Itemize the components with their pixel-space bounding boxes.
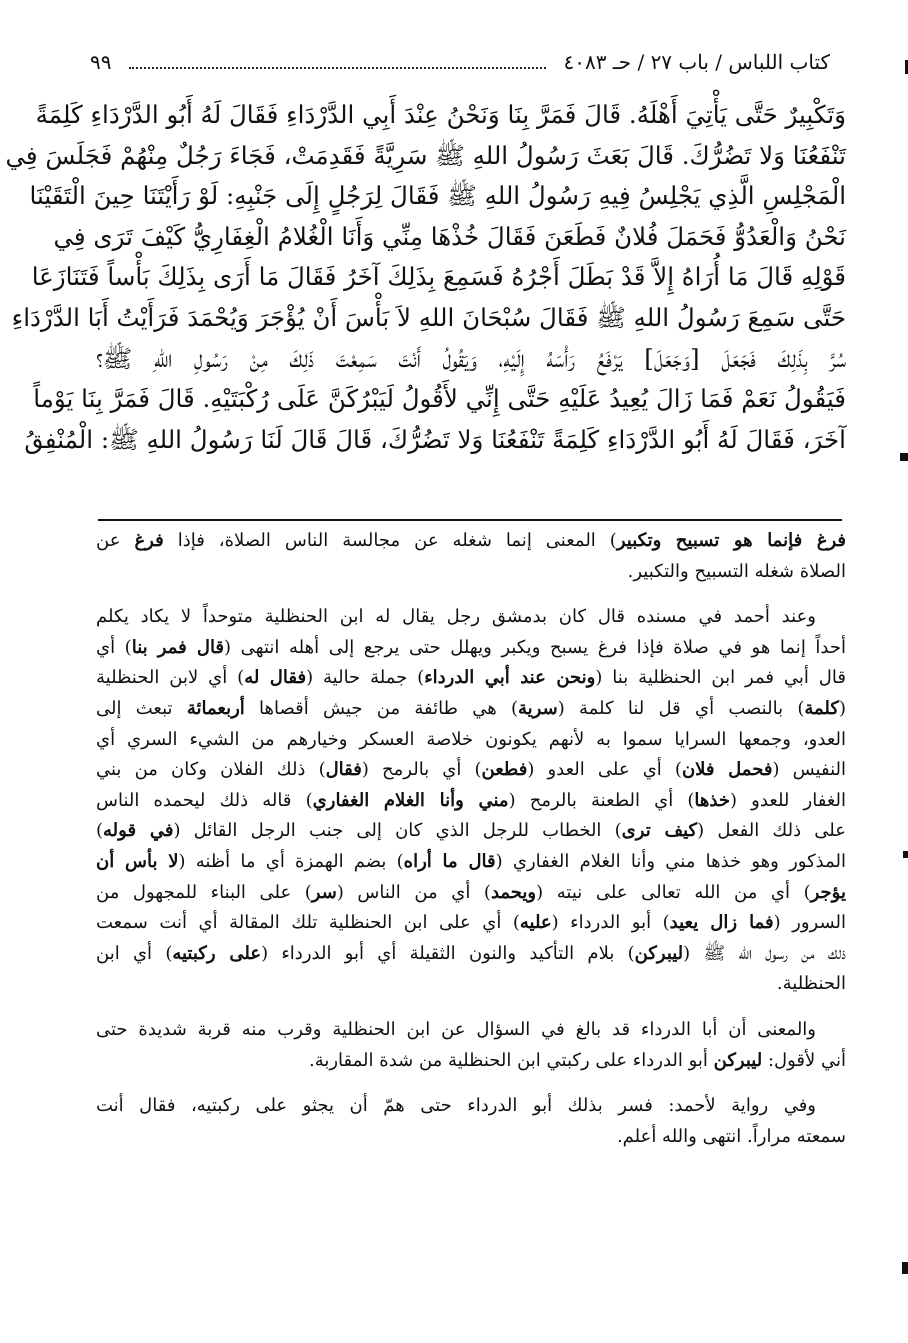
text-run: ) بالنصب أي قل لنا كلمة ( xyxy=(557,697,805,719)
text-run: الغفار للعدو ( xyxy=(729,789,846,811)
scan-edge-mark xyxy=(902,1262,908,1274)
text-run: أبو الدرداء على ركبتي ابن الحنظلية من شدة المقاربة. xyxy=(308,1049,714,1071)
highlight-term: ليبركن xyxy=(634,942,684,964)
highlight-term: لا بأس أن xyxy=(96,850,179,872)
text-run: النفيس ( xyxy=(772,759,846,781)
commentary-line: العدو، وجمعها السرايا سموا به لأنهم يكونون خلاصة العسكر وخيارهم من الشيء السري أي xyxy=(96,728,846,750)
highlight-term: على ركبتيه xyxy=(172,942,262,964)
highlight-term: خذها xyxy=(694,789,730,811)
text-run: ) المعنى إنما شغله عن مجالسة الناس الصلاة، فإذا xyxy=(163,530,617,551)
commentary-line xyxy=(96,908,846,939)
highlight-term: كيف ترى xyxy=(621,820,698,842)
hadith-line: سُرَّ بِذَلِكَ فَجَعَلَ [وَجَعَلَ] يَرْفَعُ رَأْسَهُ إِلَيْهِ، وَيَقُولُ أَنْتَ سَمِعْتَ ذَلِكَ مِنْ رَسُولِ اللهِ ﷺ؟ xyxy=(96,343,846,373)
highlight-term: فرغ xyxy=(134,530,164,551)
text-run: على ذلك الفعل ( xyxy=(697,820,847,842)
commentary-line xyxy=(96,878,846,909)
highlight-term: فقال له xyxy=(244,667,307,689)
commentary-line xyxy=(96,786,846,817)
hadith-line: حَتَّى سَمِعَ رَسُولُ اللهِ ﷺ فَقَالَ سُبْحَانَ اللهِ لاَ بَأْسَ أَنْ يُؤْجَرَ وَيُحْمَدَ فَرَأَيْتُ أَبَا الدَّرْدَاءِ xyxy=(11,302,846,332)
highlight-term: مني وأنا الغلام الغفاري xyxy=(312,789,509,811)
text-run: ) هي طائفة من جيش أقصاها xyxy=(244,697,519,719)
commentary-line xyxy=(96,663,846,694)
commentary xyxy=(96,526,846,1167)
highlight-term: يؤجر xyxy=(810,881,846,903)
highlight-term: فرغ فإنما هو تسبيح وتكبير xyxy=(616,530,846,551)
text-run: ) أي من الناس ( xyxy=(336,881,491,903)
text-run: ) بلام التأكيد والنون الثقيلة أي أبو الدرداء ( xyxy=(261,942,635,964)
commentary-line: الصلاة شغله التسبيح والتكبير. xyxy=(627,560,846,582)
dotted-leader xyxy=(129,67,545,69)
text-run: ذلك من رسول الله ﷺ ( xyxy=(683,942,846,964)
highlight-term: ونحن عند أبي الدرداء xyxy=(424,667,596,689)
text-run: ) أي xyxy=(96,636,132,658)
commentary-line: وعند أحمد في مسنده قال كان بدمشق رجل يقال له ابن الحنظلية متوحداً لا يكاد يكلم xyxy=(96,606,816,628)
running-title: كتاب اللباس / باب ٢٧ / حـ ٤٠٨٣ xyxy=(563,50,830,74)
highlight-term: فطعن xyxy=(481,759,528,781)
scan-edge-mark xyxy=(900,453,908,461)
text-run: ) أي لابن الحنظلية xyxy=(96,667,245,689)
text-run: ) xyxy=(96,820,104,842)
commentary-paragraph xyxy=(96,602,846,1000)
text-run: ) بضم الهمزة أي ما أظنه ( xyxy=(178,850,404,872)
scan-edge-mark xyxy=(903,851,908,858)
text-run: ) على البناء للمجهول من xyxy=(96,881,312,903)
highlight-term: ليبركن xyxy=(713,1049,763,1071)
commentary-line xyxy=(96,939,846,970)
highlight-term: قال ما أراه xyxy=(403,850,496,872)
commentary-line: الحنظلية. xyxy=(776,973,846,995)
text-run: عن xyxy=(96,530,135,551)
text-run: ) أبو الدرداء ( xyxy=(551,912,670,934)
highlight-term: فحمل فلان xyxy=(681,759,773,781)
highlight-term: فما زال يعيد xyxy=(669,912,774,934)
highlight-term: عليه xyxy=(519,912,552,934)
commentary-line: (كلمة) بالنصب أي قل لنا كلمة (سرية) هي طائفة من جيش أقصاها أربعمائة تبعث إلى xyxy=(96,697,846,719)
divider-rule xyxy=(98,519,842,521)
text-run: المذكور وهو خذها مني وأنا الغلام الغفاري ( xyxy=(495,850,846,872)
text-run: ) أي ابن xyxy=(96,942,173,964)
highlight-term: فقال xyxy=(325,759,362,781)
text-run: ) أي من الله تعالى على نيته ( xyxy=(536,881,811,903)
text-run: ) أي بالرمح ( xyxy=(361,759,482,781)
commentary-line xyxy=(96,1046,846,1077)
text-run: ) الخطاب للرجل الذي كان إلى جنب الرجل القائل ( xyxy=(173,820,622,842)
commentary-line xyxy=(96,755,846,786)
text-run: ) ذلك الفلان وكان من بني xyxy=(96,759,326,781)
text-run: أحداً إنما هو في صلاة فإذا فرغ يسبح ويكبر ويهلل حتى يرجع إلى أهله انتهى ( xyxy=(224,636,846,658)
page-number: ٩٩ xyxy=(90,50,112,74)
commentary-line xyxy=(96,526,846,557)
commentary-line xyxy=(96,816,846,847)
commentary-paragraph xyxy=(96,1091,846,1152)
text-run: السرور ( xyxy=(773,912,846,934)
text-run: أني لأقول: xyxy=(762,1049,846,1071)
text-run: ) أي على العدو ( xyxy=(527,759,682,781)
hadith-line: تَنْفَعُنَا وَلا تَضُرُّكَ. قَالَ بَعَثَ رَسُولُ اللهِ ﷺ سَرِيَّةً فَقَدِمَتْ، فَجَاءَ رَجُلٌ مِنْهُمْ فَجَلَسَ فِي xyxy=(5,140,846,170)
highlight-term: ويحمد xyxy=(490,881,537,903)
highlight-term: سر xyxy=(311,881,337,903)
text-run: قال أبي فمر ابن الحنظلية بنا ( xyxy=(595,667,846,689)
commentary-paragraph xyxy=(96,526,846,587)
highlight-term: قال فمر بنا xyxy=(131,636,225,658)
text-run: ) قاله ذلك ليحمده الناس xyxy=(96,789,313,811)
hadith-line: نَحْنُ وَالْعَدُوُّ فَحَمَلَ فُلانٌ فَطَعَنَ فَقَالَ خُذْهَا مِنِّي وَأَنَا الْغُلامُ الْغِفَارِيُّ كَيْفَ تَرَى فِي xyxy=(53,221,846,251)
hadith-text xyxy=(5,95,846,460)
highlight-term: كلمة xyxy=(804,697,839,719)
text-run: ) أي على ابن الحنظلية تلك المقالة أي أنت سمعت xyxy=(96,912,520,934)
hadith-line: الْمَجْلِسِ الَّذِي يَجْلِسُ فِيهِ رَسُولُ اللهِ ﷺ فَقَالَ لِرَجُلٍ إِلَى جَنْبِهِ: لَوْ رَأَيْتَنَا حِينَ الْتَقَيْنَا xyxy=(29,181,846,211)
text-run: ) أي الطعنة بالرمح ( xyxy=(508,789,695,811)
text-run: ) جملة حالية ( xyxy=(306,667,425,689)
commentary-paragraph xyxy=(96,1015,846,1076)
highlight-term: في قوله xyxy=(103,820,174,842)
highlight-term: أربعمائة xyxy=(186,697,245,719)
highlight-term: سرية xyxy=(518,697,558,719)
running-head xyxy=(90,42,830,82)
hadith-line: وَتَكْبِيرٌ حَتَّى يَأْتِيَ أَهْلَهُ. قَالَ فَمَرَّ بِنَا وَنَحْنُ عِنْدَ أَبِي الدَّرْدَاءِ فَقَالَ لَهُ أَبُو الدَّرْدَاءِ كَلِمَةً xyxy=(35,100,846,129)
commentary-line: وفي رواية لأحمد: فسر بذلك أبو الدرداء حتى همّ أن يجثو على ركبتيه، فقال أنت xyxy=(96,1095,816,1117)
commentary-line: سمعته مراراً. انتهى والله أعلم. xyxy=(616,1125,846,1147)
text-run: تبعث إلى xyxy=(96,697,187,719)
commentary-line: والمعنى أن أبا الدرداء قد بالغ في السؤال عن ابن الحنظلية وقرب منه قربة شديدة حتى xyxy=(96,1018,816,1040)
hadith-line: قَوْلِهِ قَالَ مَا أُرَاهُ إِلاَّ قَدْ بَطَلَ أَجْرُهُ فَسَمِعَ بِذَلِكَ آخَرُ فَقَالَ مَا أَرَى بِذَلِكَ بَأْساً فَتَنَازَعَا xyxy=(31,262,846,292)
hadith-line: آخَرَ، فَقَالَ لَهُ أَبُو الدَّرْدَاءِ كَلِمَةً تَنْفَعُنَا وَلا تَضُرُّكَ، قَالَ قَالَ لَنَا رَسُولُ اللهِ ﷺ: الْمُنْفِقُ xyxy=(24,424,846,454)
commentary-line xyxy=(96,847,846,878)
commentary-line xyxy=(96,633,846,664)
hadith-line: فَيَقُولُ نَعَمْ فَمَا زَالَ يُعِيدُ عَلَيْهِ حَتَّى إِنِّي لأَقُولُ لَيَبْرُكَنَّ عَلَى رُكْبَتَيْهِ. قَالَ فَمَرَّ بِنَا يَوْماً xyxy=(33,384,846,414)
